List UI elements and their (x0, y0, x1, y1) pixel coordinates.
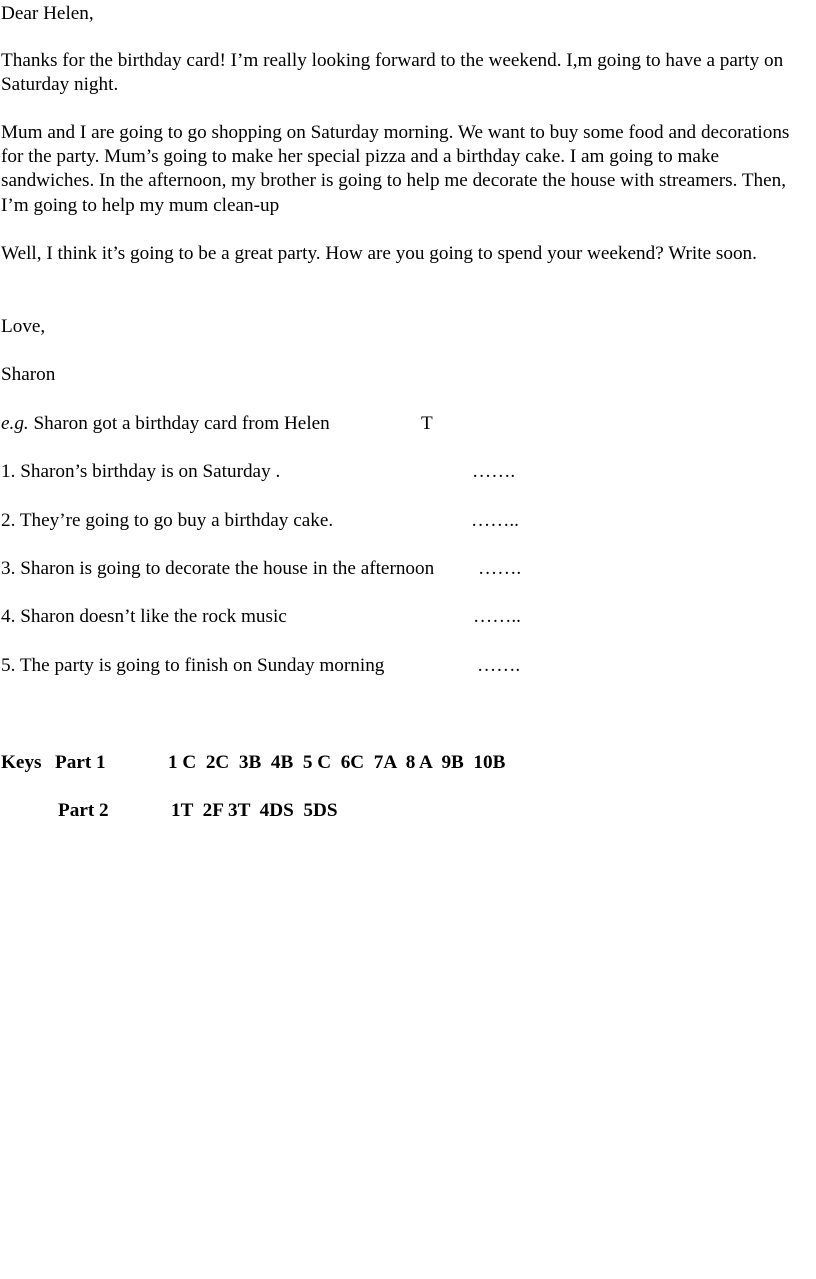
question-3-text: 3. Sharon is going to decorate the house in the afternoon (1, 558, 435, 579)
letter-greeting: Dear Helen, (1, 3, 94, 24)
example-prefix: e.g. (1, 413, 29, 434)
letter-paragraph-3: Well, I think it’s going to be a great party. How are you going to spend your weekend? Write soon. (1, 243, 757, 264)
example-answer: T (421, 413, 433, 434)
question-2-text: 2. They’re going to go buy a birthday cake. (1, 510, 334, 531)
question-5-answer-blank: ……. (477, 655, 521, 676)
keys-part1-answers: 1 C 2C 3B 4B 5 C 6C 7A 8 A 9B 10B (168, 752, 506, 773)
keys-part1-label: Part 1 (55, 752, 106, 773)
question-1-text: 1. Sharon’s birthday is on Saturday . (1, 461, 281, 482)
keys-part2-label: Part 2 (58, 800, 109, 821)
question-4-answer-blank: …….. (473, 606, 521, 627)
keys-label: Keys (1, 752, 42, 773)
question-2-answer-blank: …….. (471, 510, 519, 531)
letter-closing: Love, (1, 316, 46, 337)
example-text: Sharon got a birthday card from Helen (28, 413, 330, 434)
question-1-answer-blank: ……. (472, 461, 516, 482)
question-4-text: 4. Sharon doesn’t like the rock music (1, 606, 287, 627)
exercise-example (1, 412, 330, 436)
letter-paragraph-2: Mum and I are going to go shopping on Saturday morning. We want to buy some food and decorations for the party. Mum’s going to make her special pizza and a birthday cake. I am going to make sandwiches. In the afternoon, my brother is going to help me decorate the house with streamers. Then, I’m going to help my mum clean-up (1, 122, 790, 216)
keys-part2-answers: 1T 2F 3T 4DS 5DS (171, 800, 338, 821)
question-3-answer-blank: ……. (478, 558, 522, 579)
letter-paragraph-1: Thanks for the birthday card! I’m really looking forward to the weekend. I,m going to have a party on Saturday night. (1, 50, 784, 96)
letter-signature: Sharon (1, 364, 56, 385)
question-5-text: 5. The party is going to finish on Sunday morning (1, 655, 385, 676)
